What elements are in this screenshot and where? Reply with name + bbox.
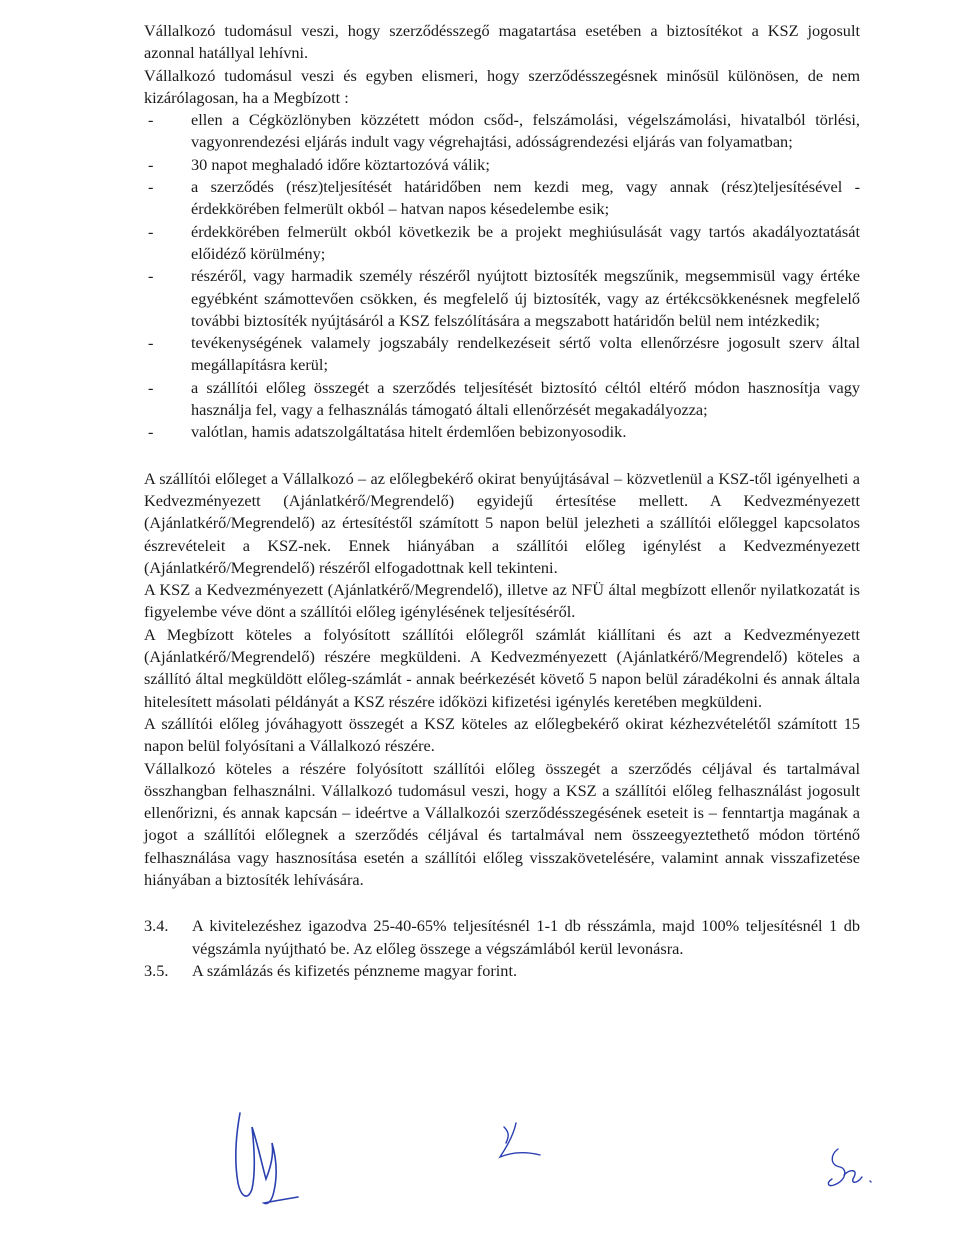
list-item: - a szállítói előleg összegét a szerződés teljesítését biztosító céltól eltérő módon hasznosítja vagy használja fel, vagy a felhasználás támogató általi ellenőrzését megakadályozza; <box>144 377 860 422</box>
spacer <box>144 444 860 468</box>
signature-middle-icon <box>490 1117 550 1167</box>
advance-paragraph-5: Vállalkozó köteles a részére folyósított szállítói előleg összegét a szerződés céljával és tartalmával összhangban felhasználni. Vállalkozó tudomásul veszi, hogy a KSZ a szállítói előleg felhasználást jogosult ellenőrizni, és annak kapcsán – ideértve a Vállalkozói szerződésszegésének eseteit is – fenntartja magának a jogot a szállítói előlegnek a szerződés céljával és tartalmával nem összeegyeztethető módon történő felhasználása vagy hasznosítása esetén a szállítói előleg visszakövetelésére, valamint annak visszafizetése hiányában a biztosíték lehívására. <box>144 758 860 889</box>
advance-paragraph-2: A KSZ a Kedvezményezett (Ajánlatkérő/Megrendelő), illetve az NFÜ által megbízott ellenőr nyilatkozatát is figyelembe véve dönt a szállítói előleg igénylésének teljesítéséről. <box>144 580 860 622</box>
advance-paragraph-4: A szállítói előleg jóváhagyott összegét a KSZ köteles az előlegbekérő okirat kézhezvételétől számított 15 napon belül folyósítani a Vállalkozó részére. <box>144 713 860 756</box>
intro-paragraph-1: Vállalkozó tudomásul veszi, hogy szerződésszegő magatartása esetében a biztosítékot a KSZ jogosult azonnal hatállyal lehívni. <box>144 21 860 63</box>
spacer <box>144 891 860 915</box>
conditions-list <box>144 109 860 443</box>
list-item: - ellen a Cégközlönyben közzétett módon csőd-, felszámolási, végelszámolási, hivatalból törlési, vagyonrendezési eljárás indult vagy végrehajtási, adósságrendezési eljárás van folyamatban; <box>144 109 860 154</box>
advance-paragraph-3: A Megbízott köteles a folyósított szállítói előlegről számlát kiállítani és azt a Kedvezményezett (Ajánlatkérő/Megrendelő) részére megküldeni. A Kedvezményezett (Ajánlatkérő/Megrendelő) köteles a szállító által megküldött előleg-számlát - annak beérkezését követő 5 napon belül záradékolni és annak általa hitelesített másolati példányát a KSZ részére időközi kifizetési igénylés keretében megküldeni. <box>144 624 860 711</box>
clause-number: 3.4. <box>144 916 169 936</box>
list-item: - valótlan, hamis adatszolgáltatása hitelt érdemlően bebizonyosodik. <box>144 421 860 443</box>
clause-number: 3.5. <box>144 960 169 980</box>
signatures <box>0 1105 960 1225</box>
list-item: - 30 napot meghaladó időre köztartozóvá válik; <box>144 154 860 176</box>
signature-left-icon <box>228 1105 308 1210</box>
advance-paragraph-1: A szállítói előleget a Vállalkozó – az előlegbekérő okirat benyújtásával – közvetlenül a KSZ-től igényelheti a Kedvezményezett (Ajánlatkérő/Megrendelő) egyidejű értesítése mellett. A Kedvezményezett (Ajánlatkérő/Megrendelő) az értesítéstől számított 5 napon belül jelezheti a szállítói előleggel kapcsolatos észrevételeit a KSZ-nek. Ennek hiányában a szállítói előleg igénylést a Kedvezményezett (Ajánlatkérő/Megrendelő) részéről elfogadottnak kell tekinteni. <box>144 468 860 577</box>
clause-text: A kivitelezéshez igazodva 25-40-65% teljesítésnél 1-1 db résszámla, majd 100% teljesítésnél 1 db végszámla nyújtható be. Az előleg összege a végszámlából kerül levonásra. <box>192 916 860 958</box>
list-item: - tevékenységének valamely jogszabály rendelkezéseit sértő volta ellenőrzésre jogosult szerv által megállapításra kerül; <box>144 332 860 377</box>
signature-right-icon <box>818 1141 878 1201</box>
list-item: - érdekkörében felmerült okból következik be a projekt meghiúsulását vagy tartós akadályoztatását előidéző körülmény; <box>144 221 860 266</box>
clause-3-5 <box>144 960 860 982</box>
intro-paragraph-2: Vállalkozó tudomásul veszi és egyben elismeri, hogy szerződésszegésnek minősül különösen, de nem kizárólagosan, ha a Megbízott : <box>144 65 860 107</box>
clause-text: A számlázás és kifizetés pénzneme magyar forint. <box>192 960 518 980</box>
clause-3-4 <box>144 915 860 960</box>
list-item: - részéről, vagy harmadik személy részéről nyújtott biztosíték megszűnik, megsemmisül vagy értéke egyébként számottevően csökken, és megfelelő új biztosíték, vagy az értékcsökkenésnek megfelelő további biztosíték nyújtásáról a KSZ felszólítására a megszabott határidőn belül nem intézkedik; <box>144 265 860 332</box>
list-item: - a szerződés (rész)teljesítését határidőben nem kezdi meg, vagy annak (rész)teljesítésével - érdekkörében felmerült okból – hatvan napos késedelembe esik; <box>144 176 860 221</box>
